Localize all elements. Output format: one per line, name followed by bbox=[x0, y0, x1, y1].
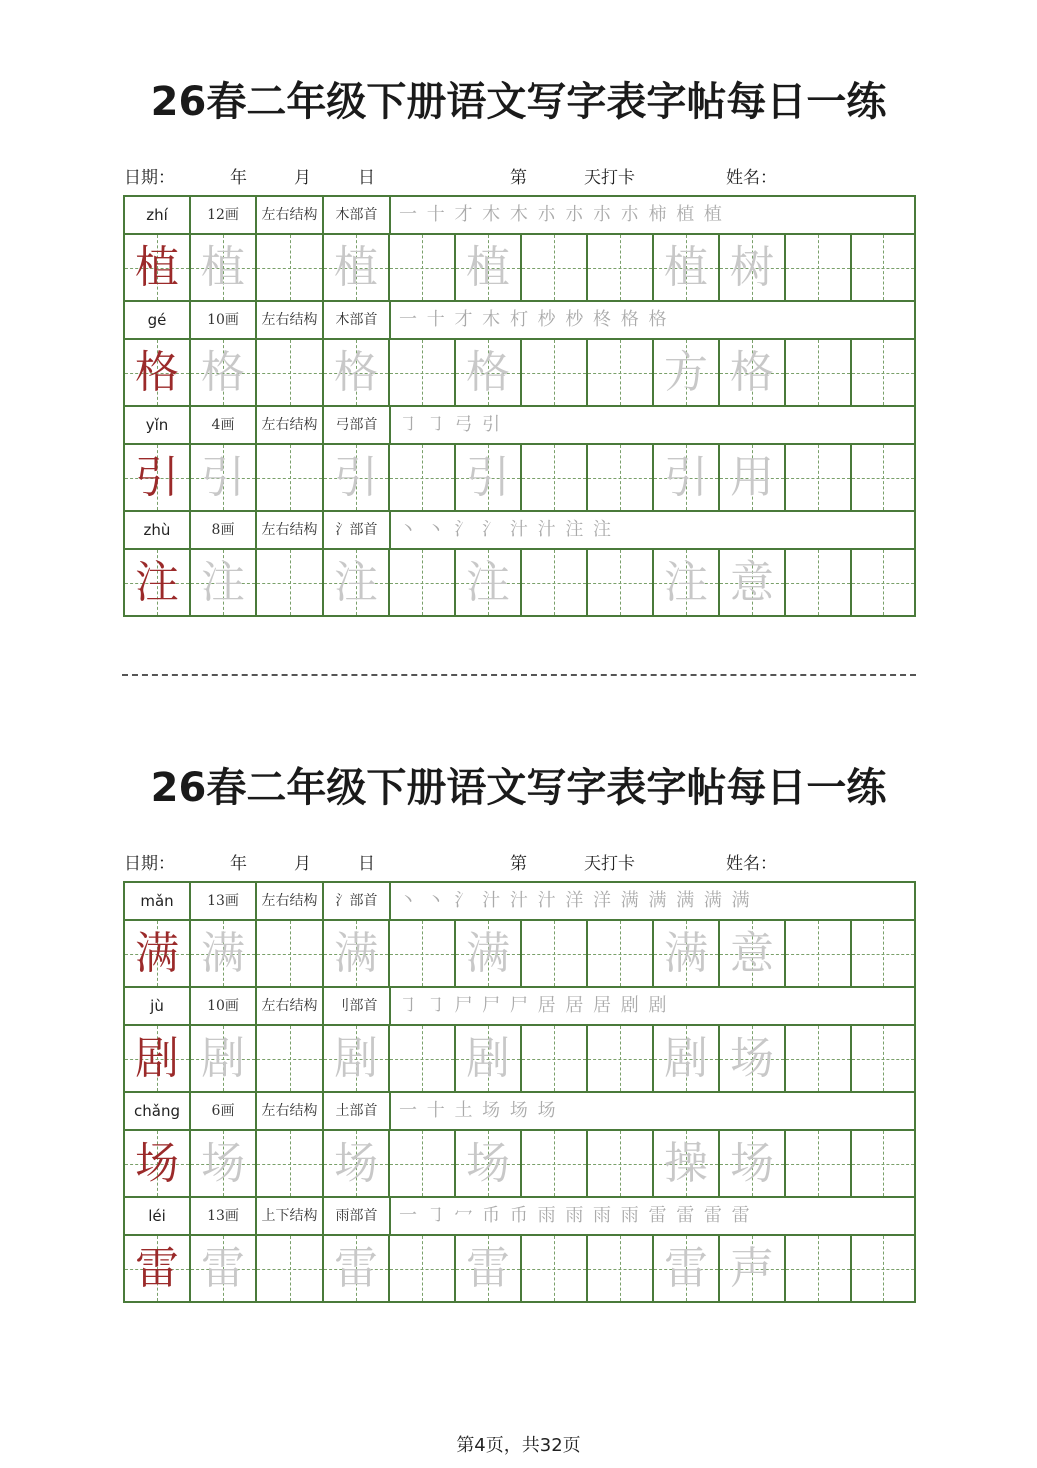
structure: 左右结构 bbox=[257, 512, 324, 548]
guide-line-horizontal bbox=[588, 1269, 652, 1270]
guide-line-horizontal bbox=[390, 1164, 454, 1165]
radical: 木部首 bbox=[324, 302, 391, 338]
tracing-character: 剧 bbox=[201, 1033, 245, 1084]
tracing-character: 剧 bbox=[664, 1033, 708, 1084]
guide-line-horizontal bbox=[588, 1059, 652, 1060]
guide-line-horizontal bbox=[588, 954, 652, 955]
tracing-box[interactable] bbox=[786, 1026, 852, 1091]
radical: 土部首 bbox=[324, 1093, 391, 1129]
tracing-box[interactable] bbox=[588, 445, 654, 510]
tracing-box[interactable] bbox=[191, 445, 257, 510]
character-grid bbox=[123, 195, 916, 617]
tracing-box[interactable] bbox=[720, 1026, 786, 1091]
guide-line-horizontal bbox=[257, 583, 322, 584]
name-label: 姓名： bbox=[726, 854, 777, 874]
tracing-character: 植 bbox=[201, 242, 245, 293]
tracing-box[interactable] bbox=[191, 235, 257, 300]
model-character: 满 bbox=[135, 928, 179, 979]
tracing-box[interactable] bbox=[588, 1026, 654, 1091]
pinyin: jù bbox=[125, 988, 191, 1024]
guide-line-horizontal bbox=[257, 1164, 322, 1165]
tracing-box[interactable] bbox=[786, 235, 852, 300]
stroke-count: 12画 bbox=[191, 197, 257, 233]
tracing-box[interactable] bbox=[257, 1026, 324, 1091]
tracing-box[interactable] bbox=[522, 235, 588, 300]
tracing-character: 格 bbox=[201, 347, 245, 398]
tracing-character: 意 bbox=[730, 557, 774, 608]
tracing-character: 满 bbox=[664, 928, 708, 979]
tracing-box[interactable] bbox=[257, 235, 324, 300]
stroke-order: 一 十 才 木 朾 杪 杪 柊 格 格 bbox=[399, 309, 669, 330]
tracing-character: 场 bbox=[334, 1138, 378, 1189]
model-character: 植 bbox=[135, 242, 179, 293]
guide-line-horizontal bbox=[852, 478, 914, 479]
character-info-row bbox=[125, 988, 914, 1026]
character-info-row bbox=[125, 197, 914, 235]
tracing-box[interactable] bbox=[588, 1131, 654, 1196]
tracing-character: 场 bbox=[201, 1138, 245, 1189]
tracing-character: 剧 bbox=[334, 1033, 378, 1084]
tracing-box[interactable] bbox=[456, 1026, 522, 1091]
tracing-character: 树 bbox=[730, 242, 774, 293]
guide-line-horizontal bbox=[390, 954, 454, 955]
tracing-box[interactable] bbox=[720, 1131, 786, 1196]
guide-line-horizontal bbox=[522, 478, 586, 479]
structure: 上下结构 bbox=[257, 1198, 324, 1234]
tracing-box[interactable] bbox=[257, 1131, 324, 1196]
guide-line-horizontal bbox=[390, 583, 454, 584]
guide-line-horizontal bbox=[786, 1269, 850, 1270]
model-character-box bbox=[125, 235, 191, 300]
tracing-character: 雷 bbox=[334, 1243, 378, 1294]
tracing-box[interactable] bbox=[257, 445, 324, 510]
tracing-character: 注 bbox=[664, 557, 708, 608]
guide-line-horizontal bbox=[390, 373, 454, 374]
tracing-box[interactable] bbox=[654, 1236, 720, 1301]
tracing-box[interactable] bbox=[456, 445, 522, 510]
guide-line-horizontal bbox=[390, 268, 454, 269]
guide-line-horizontal bbox=[390, 1059, 454, 1060]
model-character-box bbox=[125, 340, 191, 405]
month-label: 月 bbox=[294, 854, 311, 874]
character-info-row bbox=[125, 512, 914, 550]
tracing-box[interactable] bbox=[654, 550, 720, 615]
tracing-box[interactable] bbox=[191, 550, 257, 615]
practice-row bbox=[125, 1236, 914, 1301]
guide-line-horizontal bbox=[786, 373, 850, 374]
tracing-box[interactable] bbox=[324, 921, 390, 986]
cut-line bbox=[122, 674, 916, 676]
tracing-box[interactable] bbox=[654, 340, 720, 405]
practice-row bbox=[125, 235, 914, 302]
guide-line-horizontal bbox=[852, 268, 914, 269]
tracing-box[interactable] bbox=[720, 1236, 786, 1301]
tracing-box[interactable] bbox=[324, 445, 390, 510]
tracing-box[interactable] bbox=[522, 445, 588, 510]
pinyin: gé bbox=[125, 302, 191, 338]
guide-line-horizontal bbox=[522, 1269, 586, 1270]
guide-line-horizontal bbox=[786, 478, 850, 479]
tracing-box[interactable] bbox=[324, 1236, 390, 1301]
tracing-box[interactable] bbox=[654, 235, 720, 300]
tracing-character: 雷 bbox=[201, 1243, 245, 1294]
guide-line-horizontal bbox=[588, 1164, 652, 1165]
radical: 氵部首 bbox=[324, 883, 391, 919]
tracing-box[interactable] bbox=[852, 1026, 914, 1091]
tracing-box[interactable] bbox=[257, 550, 324, 615]
practice-row bbox=[125, 340, 914, 407]
tracing-character: 注 bbox=[201, 557, 245, 608]
tracing-character: 操 bbox=[664, 1138, 708, 1189]
model-character-box bbox=[125, 550, 191, 615]
guide-line-horizontal bbox=[522, 1164, 586, 1165]
date-label: 日期： bbox=[124, 168, 175, 188]
tracing-character: 引 bbox=[334, 452, 378, 503]
year-label: 年 bbox=[230, 854, 247, 874]
tracing-character: 场 bbox=[730, 1033, 774, 1084]
model-character: 注 bbox=[135, 557, 179, 608]
guide-line-horizontal bbox=[522, 583, 586, 584]
tracing-character: 注 bbox=[334, 557, 378, 608]
tracing-box[interactable] bbox=[390, 445, 456, 510]
checkin-prefix: 第 bbox=[510, 168, 527, 188]
guide-line-horizontal bbox=[786, 268, 850, 269]
guide-line-horizontal bbox=[588, 373, 652, 374]
practice-sheet bbox=[0, 0, 1037, 660]
tracing-box[interactable] bbox=[522, 1131, 588, 1196]
tracing-box[interactable] bbox=[257, 1236, 324, 1301]
tracing-character: 声 bbox=[730, 1243, 774, 1294]
structure: 左右结构 bbox=[257, 1093, 324, 1129]
guide-line-horizontal bbox=[786, 1059, 850, 1060]
tracing-box[interactable] bbox=[191, 921, 257, 986]
guide-line-horizontal bbox=[852, 583, 914, 584]
stroke-count: 13画 bbox=[191, 1198, 257, 1234]
tracing-character: 植 bbox=[664, 242, 708, 293]
structure: 左右结构 bbox=[257, 883, 324, 919]
tracing-box[interactable] bbox=[588, 921, 654, 986]
guide-line-horizontal bbox=[522, 268, 586, 269]
tracing-box[interactable] bbox=[786, 1236, 852, 1301]
guide-line-horizontal bbox=[257, 478, 322, 479]
radical: 刂部首 bbox=[324, 988, 391, 1024]
tracing-box[interactable] bbox=[456, 340, 522, 405]
guide-line-horizontal bbox=[257, 954, 322, 955]
model-character-box bbox=[125, 1236, 191, 1301]
tracing-box[interactable] bbox=[191, 1026, 257, 1091]
tracing-box[interactable] bbox=[654, 921, 720, 986]
pinyin: mǎn bbox=[125, 883, 191, 919]
character-info-row bbox=[125, 1093, 914, 1131]
structure: 左右结构 bbox=[257, 197, 324, 233]
guide-line-horizontal bbox=[852, 373, 914, 374]
checkin-suffix: 天打卡 bbox=[584, 854, 635, 874]
tracing-box[interactable] bbox=[390, 1236, 456, 1301]
radical: 木部首 bbox=[324, 197, 391, 233]
practice-row bbox=[125, 550, 914, 615]
guide-line-horizontal bbox=[786, 1164, 850, 1165]
guide-line-horizontal bbox=[588, 583, 652, 584]
tracing-box[interactable] bbox=[324, 550, 390, 615]
tracing-box[interactable] bbox=[390, 1131, 456, 1196]
tracing-box[interactable] bbox=[720, 921, 786, 986]
model-character: 场 bbox=[135, 1138, 179, 1189]
pinyin: zhù bbox=[125, 512, 191, 548]
tracing-box[interactable] bbox=[257, 921, 324, 986]
model-character: 格 bbox=[135, 347, 179, 398]
page-footer: 第4页，共32页 bbox=[456, 1435, 581, 1456]
character-grid bbox=[123, 881, 916, 1303]
tracing-box[interactable] bbox=[390, 1026, 456, 1091]
checkin-prefix: 第 bbox=[510, 854, 527, 874]
guide-line-horizontal bbox=[852, 1164, 914, 1165]
model-character: 剧 bbox=[135, 1033, 179, 1084]
model-character: 雷 bbox=[135, 1243, 179, 1294]
model-character-box bbox=[125, 445, 191, 510]
character-info-row bbox=[125, 883, 914, 921]
radical: 弓部首 bbox=[324, 407, 391, 443]
tracing-box[interactable] bbox=[191, 1236, 257, 1301]
structure: 左右结构 bbox=[257, 988, 324, 1024]
tracing-box[interactable] bbox=[852, 1131, 914, 1196]
year-label: 年 bbox=[230, 168, 247, 188]
tracing-box[interactable] bbox=[720, 445, 786, 510]
structure: 左右结构 bbox=[257, 407, 324, 443]
guide-line-horizontal bbox=[257, 373, 322, 374]
pinyin: léi bbox=[125, 1198, 191, 1234]
sheet-meta bbox=[124, 163, 916, 187]
stroke-count: 13画 bbox=[191, 883, 257, 919]
guide-line-horizontal bbox=[522, 1059, 586, 1060]
tracing-box[interactable] bbox=[522, 1236, 588, 1301]
model-character-box bbox=[125, 1131, 191, 1196]
tracing-box[interactable] bbox=[456, 235, 522, 300]
sheet-title: 26春二年级下册语文写字表字帖每日一练 bbox=[150, 765, 887, 811]
tracing-box[interactable] bbox=[588, 550, 654, 615]
guide-line-horizontal bbox=[257, 1269, 322, 1270]
tracing-character: 格 bbox=[730, 347, 774, 398]
tracing-character: 格 bbox=[466, 347, 510, 398]
radical: 氵部首 bbox=[324, 512, 391, 548]
sheet-meta bbox=[124, 849, 916, 873]
tracing-box[interactable] bbox=[390, 235, 456, 300]
character-info-row bbox=[125, 1198, 914, 1236]
guide-line-horizontal bbox=[522, 373, 586, 374]
practice-row bbox=[125, 921, 914, 988]
stroke-count: 10画 bbox=[191, 988, 257, 1024]
stroke-order: ㇆ ㇆ 弓 引 bbox=[399, 414, 503, 435]
tracing-box[interactable] bbox=[390, 340, 456, 405]
pinyin: zhí bbox=[125, 197, 191, 233]
tracing-box[interactable] bbox=[852, 1236, 914, 1301]
month-label: 月 bbox=[294, 168, 311, 188]
tracing-box[interactable] bbox=[654, 1026, 720, 1091]
tracing-box[interactable] bbox=[522, 340, 588, 405]
stroke-count: 8画 bbox=[191, 512, 257, 548]
tracing-character: 注 bbox=[466, 557, 510, 608]
tracing-character: 意 bbox=[730, 928, 774, 979]
tracing-character: 剧 bbox=[466, 1033, 510, 1084]
tracing-character: 引 bbox=[201, 452, 245, 503]
guide-line-horizontal bbox=[588, 478, 652, 479]
tracing-box[interactable] bbox=[786, 1131, 852, 1196]
practice-row bbox=[125, 1026, 914, 1093]
guide-line-horizontal bbox=[852, 954, 914, 955]
stroke-order: ㇆ ㇆ 尸 尸 尸 居 居 居 剧 剧 bbox=[399, 995, 669, 1016]
character-info-row bbox=[125, 302, 914, 340]
day-label: 日 bbox=[358, 854, 375, 874]
stroke-order: 一 ㇆ 冖 币 币 雨 雨 雨 雨 雷 雷 雷 雷 bbox=[399, 1205, 752, 1226]
tracing-box[interactable] bbox=[786, 445, 852, 510]
sheet-title: 26春二年级下册语文写字表字帖每日一练 bbox=[150, 79, 887, 125]
stroke-count: 10画 bbox=[191, 302, 257, 338]
stroke-order: 丶 丶 氵 氵 汁 汁 注 注 bbox=[399, 519, 614, 540]
stroke-count: 4画 bbox=[191, 407, 257, 443]
guide-line-horizontal bbox=[390, 478, 454, 479]
tracing-box[interactable] bbox=[852, 921, 914, 986]
tracing-box[interactable] bbox=[654, 1131, 720, 1196]
tracing-character: 满 bbox=[201, 928, 245, 979]
tracing-box[interactable] bbox=[654, 445, 720, 510]
model-character-box bbox=[125, 1026, 191, 1091]
checkin-suffix: 天打卡 bbox=[584, 168, 635, 188]
tracing-character: 格 bbox=[334, 347, 378, 398]
character-info-row bbox=[125, 407, 914, 445]
model-character: 引 bbox=[135, 452, 179, 503]
tracing-character: 场 bbox=[466, 1138, 510, 1189]
tracing-box[interactable] bbox=[456, 550, 522, 615]
tracing-box[interactable] bbox=[852, 340, 914, 405]
guide-line-horizontal bbox=[852, 1269, 914, 1270]
tracing-character: 满 bbox=[334, 928, 378, 979]
practice-row bbox=[125, 1131, 914, 1198]
stroke-order: 丶 丶 氵 汁 汁 汁 洋 洋 满 满 满 满 满 bbox=[399, 890, 752, 911]
guide-line-horizontal bbox=[852, 1059, 914, 1060]
tracing-box[interactable] bbox=[191, 340, 257, 405]
day-label: 日 bbox=[358, 168, 375, 188]
tracing-character: 雷 bbox=[664, 1243, 708, 1294]
tracing-box[interactable] bbox=[852, 445, 914, 510]
structure: 左右结构 bbox=[257, 302, 324, 338]
tracing-box[interactable] bbox=[588, 340, 654, 405]
tracing-box[interactable] bbox=[720, 235, 786, 300]
tracing-box[interactable] bbox=[456, 1236, 522, 1301]
tracing-character: 场 bbox=[730, 1138, 774, 1189]
tracing-character: 方 bbox=[664, 347, 708, 398]
pinyin: yǐn bbox=[125, 407, 191, 443]
tracing-character: 引 bbox=[466, 452, 510, 503]
guide-line-horizontal bbox=[257, 1059, 322, 1060]
tracing-box[interactable] bbox=[390, 550, 456, 615]
tracing-box[interactable] bbox=[324, 1131, 390, 1196]
tracing-box[interactable] bbox=[522, 1026, 588, 1091]
tracing-box[interactable] bbox=[786, 921, 852, 986]
date-label: 日期： bbox=[124, 854, 175, 874]
tracing-box[interactable] bbox=[456, 1131, 522, 1196]
guide-line-horizontal bbox=[588, 268, 652, 269]
tracing-box[interactable] bbox=[720, 550, 786, 615]
tracing-box[interactable] bbox=[522, 921, 588, 986]
tracing-character: 植 bbox=[334, 242, 378, 293]
tracing-box[interactable] bbox=[720, 340, 786, 405]
tracing-box[interactable] bbox=[324, 235, 390, 300]
stroke-order: 一 十 土 场 场 场 bbox=[399, 1100, 558, 1121]
tracing-box[interactable] bbox=[324, 1026, 390, 1091]
tracing-box[interactable] bbox=[522, 550, 588, 615]
guide-line-horizontal bbox=[786, 583, 850, 584]
tracing-box[interactable] bbox=[191, 1131, 257, 1196]
tracing-character: 引 bbox=[664, 452, 708, 503]
tracing-box[interactable] bbox=[786, 340, 852, 405]
guide-line-horizontal bbox=[390, 1269, 454, 1270]
pinyin: chǎng bbox=[125, 1093, 191, 1129]
tracing-box[interactable] bbox=[786, 550, 852, 615]
guide-line-horizontal bbox=[786, 954, 850, 955]
tracing-character: 植 bbox=[466, 242, 510, 293]
tracing-box[interactable] bbox=[456, 921, 522, 986]
name-label: 姓名： bbox=[726, 168, 777, 188]
tracing-box[interactable] bbox=[588, 235, 654, 300]
stroke-order: 一 十 才 木 木 朩 朩 朩 朩 柿 植 植 bbox=[399, 204, 724, 225]
tracing-character: 满 bbox=[466, 928, 510, 979]
model-character-box bbox=[125, 921, 191, 986]
practice-sheet bbox=[0, 686, 1037, 1346]
tracing-box[interactable] bbox=[852, 235, 914, 300]
guide-line-horizontal bbox=[257, 268, 322, 269]
tracing-box[interactable] bbox=[257, 340, 324, 405]
guide-line-horizontal bbox=[522, 954, 586, 955]
tracing-box[interactable] bbox=[390, 921, 456, 986]
stroke-count: 6画 bbox=[191, 1093, 257, 1129]
tracing-character: 雷 bbox=[466, 1243, 510, 1294]
tracing-character: 用 bbox=[730, 452, 774, 503]
tracing-box[interactable] bbox=[588, 1236, 654, 1301]
radical: 雨部首 bbox=[324, 1198, 391, 1234]
tracing-box[interactable] bbox=[852, 550, 914, 615]
tracing-box[interactable] bbox=[324, 340, 390, 405]
practice-row bbox=[125, 445, 914, 512]
